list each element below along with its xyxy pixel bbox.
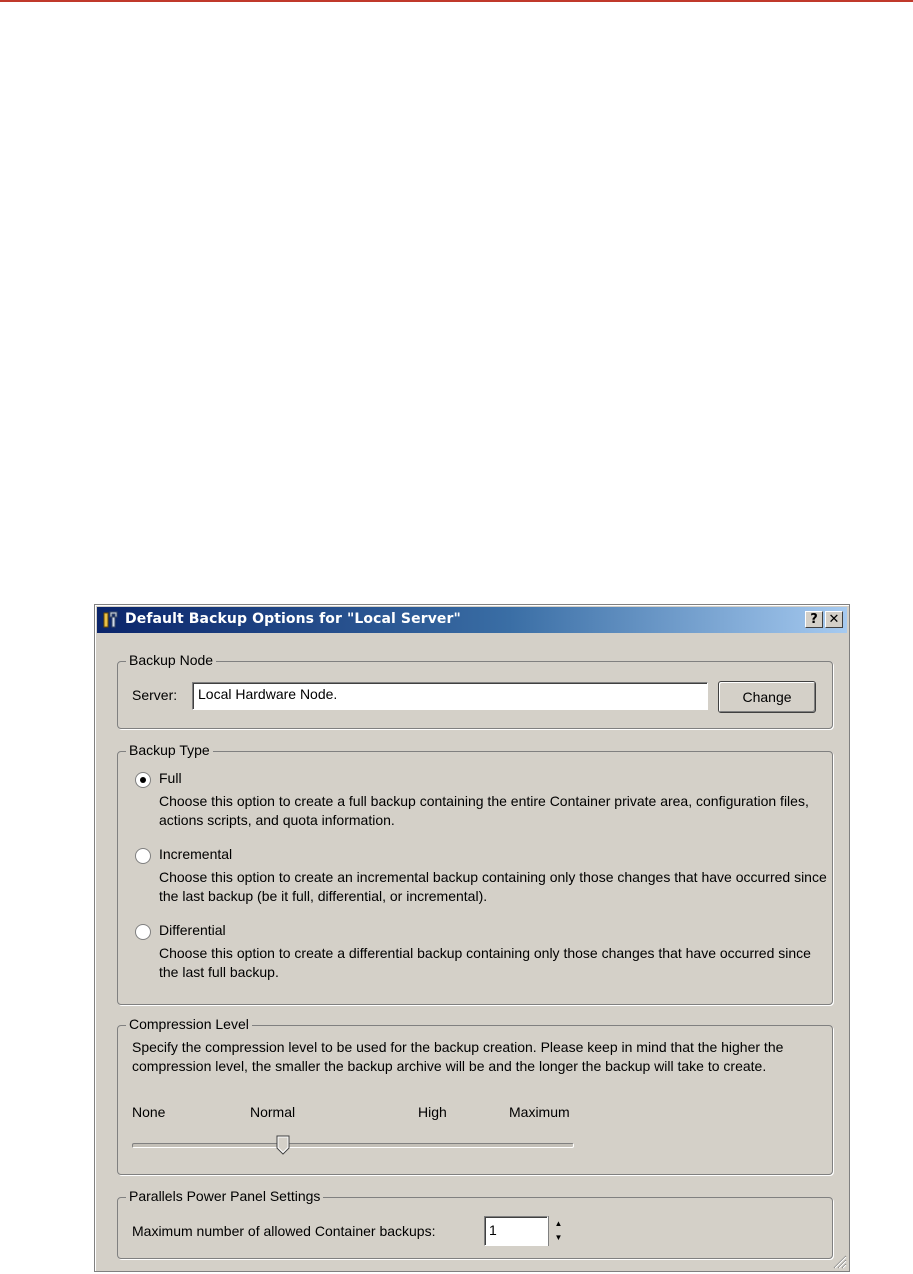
level-maximum-label: Maximum bbox=[509, 1104, 570, 1120]
compression-level-group bbox=[117, 1016, 833, 1175]
level-none-label: None bbox=[132, 1104, 166, 1120]
top-red-rule bbox=[0, 0, 913, 2]
backup-options-dialog bbox=[94, 604, 850, 1272]
full-radio[interactable] bbox=[135, 772, 151, 788]
server-label: Server: bbox=[132, 687, 178, 703]
differential-description: Choose this option to create a differential backup containing only those changes that have occurred since the last full backup. bbox=[159, 945, 811, 980]
full-label[interactable]: Full bbox=[159, 770, 182, 786]
server-field[interactable]: Local Hardware Node. bbox=[192, 682, 708, 710]
max-backups-field[interactable]: 1 bbox=[484, 1216, 548, 1246]
incremental-description: Choose this option to create an incremental backup containing only those changes that have occurred since the last backup (be it full, differential, or incremental). bbox=[159, 869, 827, 904]
close-button[interactable]: ✕ bbox=[825, 611, 843, 628]
level-high-label: High bbox=[418, 1104, 447, 1120]
spin-down-icon[interactable]: ▼ bbox=[554, 1233, 563, 1242]
compression-slider-thumb[interactable] bbox=[276, 1135, 290, 1155]
power-panel-group bbox=[117, 1188, 833, 1259]
tools-icon bbox=[101, 611, 121, 629]
incremental-label[interactable]: Incremental bbox=[159, 846, 233, 862]
resize-grip-icon[interactable] bbox=[833, 1255, 847, 1269]
max-backups-label: Maximum number of allowed Container backups: bbox=[132, 1223, 436, 1239]
level-normal-label: Normal bbox=[250, 1104, 296, 1120]
window-title: Default Backup Options for "Local Server" bbox=[125, 611, 461, 627]
change-button[interactable]: Change bbox=[718, 681, 816, 713]
backup-node-group bbox=[117, 652, 833, 729]
differential-radio[interactable] bbox=[135, 924, 151, 940]
compression-description: Specify the compression level to be used for the backup creation. Please keep in mind that the higher the compression level, the smaller the backup archive will be and the longer the backup will take to create. bbox=[132, 1039, 784, 1074]
power-panel-legend: Parallels Power Panel Settings bbox=[126, 1188, 323, 1204]
backup-node-legend: Backup Node bbox=[126, 652, 216, 668]
compression-legend: Compression Level bbox=[126, 1016, 252, 1032]
title-bar[interactable] bbox=[97, 607, 847, 633]
spin-up-icon[interactable]: ▲ bbox=[554, 1219, 563, 1228]
differential-label[interactable]: Differential bbox=[159, 922, 226, 938]
compression-slider-track[interactable] bbox=[132, 1143, 574, 1148]
backup-type-legend: Backup Type bbox=[126, 742, 213, 758]
help-button[interactable]: ? bbox=[805, 611, 823, 628]
incremental-radio[interactable] bbox=[135, 848, 151, 864]
full-description: Choose this option to create a full backup containing the entire Container private area, configuration files, actions scripts, and quota information. bbox=[159, 793, 809, 828]
backup-type-group bbox=[117, 742, 833, 1005]
max-backups-spinner[interactable] bbox=[548, 1216, 568, 1246]
